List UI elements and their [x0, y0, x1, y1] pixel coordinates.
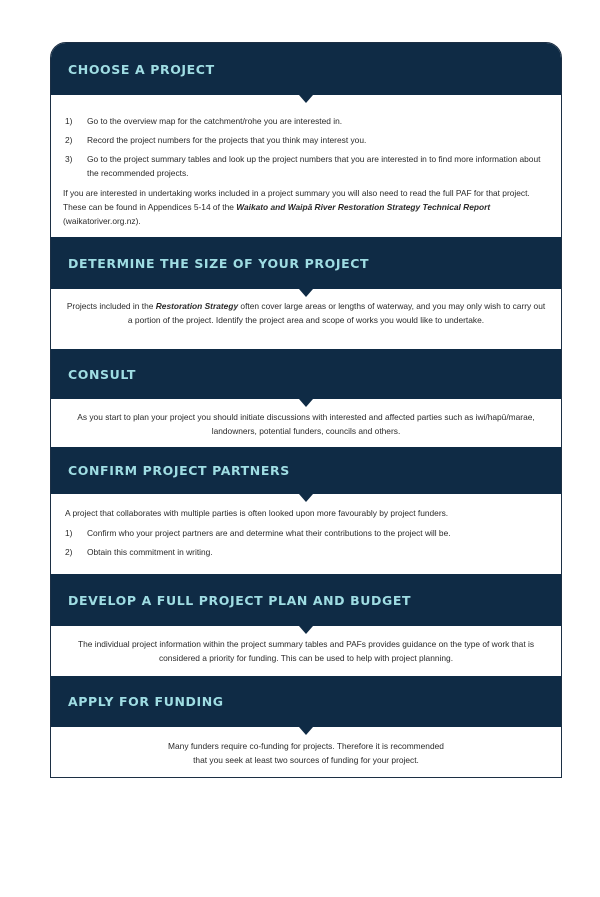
section-header-develop-plan	[51, 574, 561, 626]
section-title: CHOOSE A PROJECT	[68, 61, 215, 77]
section-body-choose-project	[51, 95, 561, 237]
partners-intro: A project that collaborates with multiple parties is often looked upon more favourably by project funders.	[65, 508, 449, 518]
section-title: APPLY FOR FUNDING	[68, 694, 224, 709]
list-item: 3) Go to the project summary tables and look up the project numbers that you are interested in to find more information about the recommended projects.	[65, 154, 541, 178]
list-item: 2) Obtain this commitment in writing.	[65, 547, 213, 557]
section-title: DETERMINE THE SIZE OF YOUR PROJECT	[68, 255, 370, 271]
section-header-apply-funding	[51, 676, 561, 727]
step-list	[51, 526, 561, 559]
section-header-choose-project	[51, 43, 561, 95]
section-body-confirm-partners	[51, 494, 561, 574]
section-header-confirm-partners	[51, 447, 561, 494]
funding-line-1: Many funders require co-funding for projects. Therefore it is recommended	[168, 741, 444, 751]
plan-text: The individual project information within the project summary tables and PAFs provides guidance on the type of work that is considered a priority for funding. This can be used to help with project planning.	[77, 639, 535, 663]
funding-line-2: that you seek at least two sources of funding for your project.	[193, 755, 419, 765]
list-item: 1) Go to the overview map for the catchment/rohe you are interested in.	[65, 116, 343, 126]
list-item: 1) Confirm who your project partners are and determine what their contributions to the project will be.	[65, 528, 451, 538]
section-title: CONSULT	[68, 366, 137, 382]
project-steps-card	[50, 42, 562, 778]
step-list	[51, 114, 561, 180]
section-header-consult	[51, 349, 561, 399]
section-body-determine-size	[51, 289, 561, 349]
list-item: 2) Record the project numbers for the projects that you think may interest you.	[65, 135, 367, 145]
paf-note: If you are interested in undertaking works included in a project summary you will also need to read the full PAF for that project. These can be found in Appendices 5-14 of the Waikato and Waipā River Restoration Strategy Technical Report (waikatoriver.org.nz).	[63, 188, 530, 226]
size-text: Projects included in the Restoration Strategy often cover large areas or lengths of waterway, and you may only wish to carry out a portion of the project. Identify the project area and scope of works you would like to undertake.	[66, 301, 546, 325]
section-title: CONFIRM PROJECT PARTNERS	[68, 463, 290, 478]
consult-text: As you start to plan your project you should initiate discussions with interested and affected parties such as iwi/hapū/marae, landowners, potential funders, councils and others.	[77, 412, 535, 436]
section-header-determine-size	[51, 237, 561, 289]
section-title: DEVELOP A FULL PROJECT PLAN AND BUDGET	[68, 592, 412, 608]
